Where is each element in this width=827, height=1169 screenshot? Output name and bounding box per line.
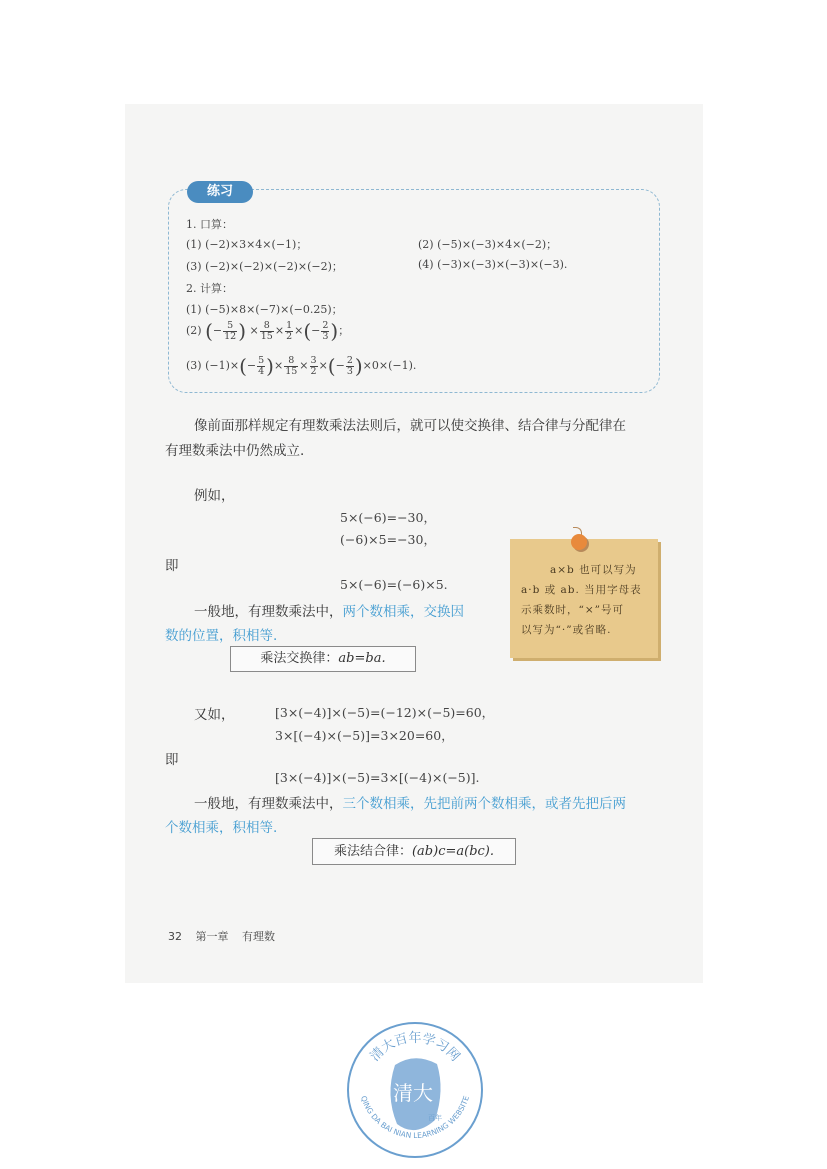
q1-item-2: (2) (−5)×(−3)×4×(−2)； — [418, 238, 558, 251]
q2-item-3-label: (3) (−1)× — [186, 359, 240, 372]
highlight-text: 三个数相乘，先把前两个数相乘，或者先把后两 — [342, 796, 626, 812]
example2-eq3: [3×(−4)]×(−5)=3×[(−4)×(−5)]. — [275, 770, 480, 785]
paragraph-line-1: 像前面那样规定有理数乘法法则后，就可以使交换律、结合律与分配律在 — [194, 418, 626, 434]
example2-eq2: 3×[(−4)×(−5)]=3×20=60， — [275, 728, 454, 743]
example1-intro: 例如， — [194, 488, 235, 504]
q2-item-2-label: (2) — [186, 324, 202, 337]
commutative-law-box: 乘法交换律：ab=ba. — [230, 646, 416, 672]
exercise-tag: 练习 — [187, 181, 253, 203]
q2-title: 2. 计算： — [186, 282, 233, 295]
q2-item-1: (1) (−5)×8×(−7)×(−0.25)； — [186, 303, 343, 316]
q2-item-3: (3) (−1)×(− $\frac{5}{4}$ )× $\frac{8}{15}$ × $\frac{3}{2}$ ×(− $\frac{2}{3}$ )×0×(−1). — [186, 354, 417, 378]
example1-ji: 即 — [165, 558, 179, 574]
q1-item-3: (3) (−2)×(−2)×(−2)×(−2)； — [186, 260, 343, 273]
fraction: $\frac{2}{3}$ — [346, 354, 353, 377]
chapter-title: 有理数 — [242, 930, 275, 943]
fraction: $\frac{8}{15}$ — [285, 354, 298, 377]
example1-eq3: 5×(−6)=(−6)×5. — [340, 577, 448, 592]
q1-title: 1. 口算： — [186, 218, 233, 231]
chapter-label: 第一章 — [195, 930, 229, 943]
paragraph-line-2: 有理数乘法中仍然成立. — [165, 443, 305, 459]
note-line-4: 以写为“·”或省略. — [521, 624, 612, 636]
fraction: $\frac{1}{2}$ — [286, 319, 293, 342]
q1-item-1: (1) (−2)×3×4×(−1)； — [186, 238, 308, 251]
example2-general-line1: 一般地，有理数乘法中，三个数相乘，先把前两个数相乘，或者先把后两 — [194, 796, 626, 812]
note-line-3: 示乘数时，“×”号可 — [521, 604, 625, 616]
note-card — [510, 539, 658, 658]
example1-eq2: (−6)×5=−30， — [340, 532, 436, 547]
example1-general-line1: 一般地，有理数乘法中，两个数相乘，交换因 — [194, 604, 464, 620]
watermark-center-small: 百年 — [428, 1114, 442, 1122]
watermark-seal-icon — [345, 1020, 485, 1160]
fraction: $\frac{3}{2}$ — [310, 354, 317, 377]
q1-item-4: (4) (−3)×(−3)×(−3)×(−3). — [418, 258, 568, 271]
associative-law-box: 乘法结合律：(ab)c=a(bc). — [312, 838, 516, 865]
watermark-top-text: 清大百年学习网 — [367, 1031, 463, 1065]
highlight-text: 两个数相乘，交换因 — [342, 604, 464, 620]
pushpin-icon — [571, 534, 587, 550]
watermark-center-big: 清大 — [393, 1081, 433, 1105]
fraction: $\frac{5}{4}$ — [258, 354, 265, 377]
page-number: 32 — [168, 930, 182, 943]
example2-general-line2: 个数相乘，积相等. — [165, 820, 278, 836]
note-line-2: a·b 或 ab. 当用字母表 — [521, 584, 642, 596]
example2-eq1: [3×(−4)]×(−5)=(−12)×(−5)=60， — [275, 705, 495, 720]
watermark-bottom-text: QING DA BAI NIAN LEARNING WEBSITE — [359, 1094, 471, 1141]
note-line-1: a×b 也可以写为 — [550, 564, 637, 576]
example2-ji: 即 — [165, 752, 179, 768]
fraction: $\frac{8}{15}$ — [260, 319, 273, 342]
page-footer — [168, 928, 275, 944]
q2-item-2: (2) (− $\frac{5}{12}$ ) × $\frac{8}{15}$ × $\frac{1}{2}$ ×(− $\frac{2}{3}$ )； — [186, 319, 350, 343]
example1-eq1: 5×(−6)=−30， — [340, 510, 436, 525]
fraction: $\frac{5}{12}$ — [224, 319, 237, 342]
example2-intro: 又如， — [194, 707, 235, 723]
fraction: $\frac{2}{3}$ — [322, 319, 329, 342]
example1-general-line2: 数的位置，积相等. — [165, 628, 278, 644]
